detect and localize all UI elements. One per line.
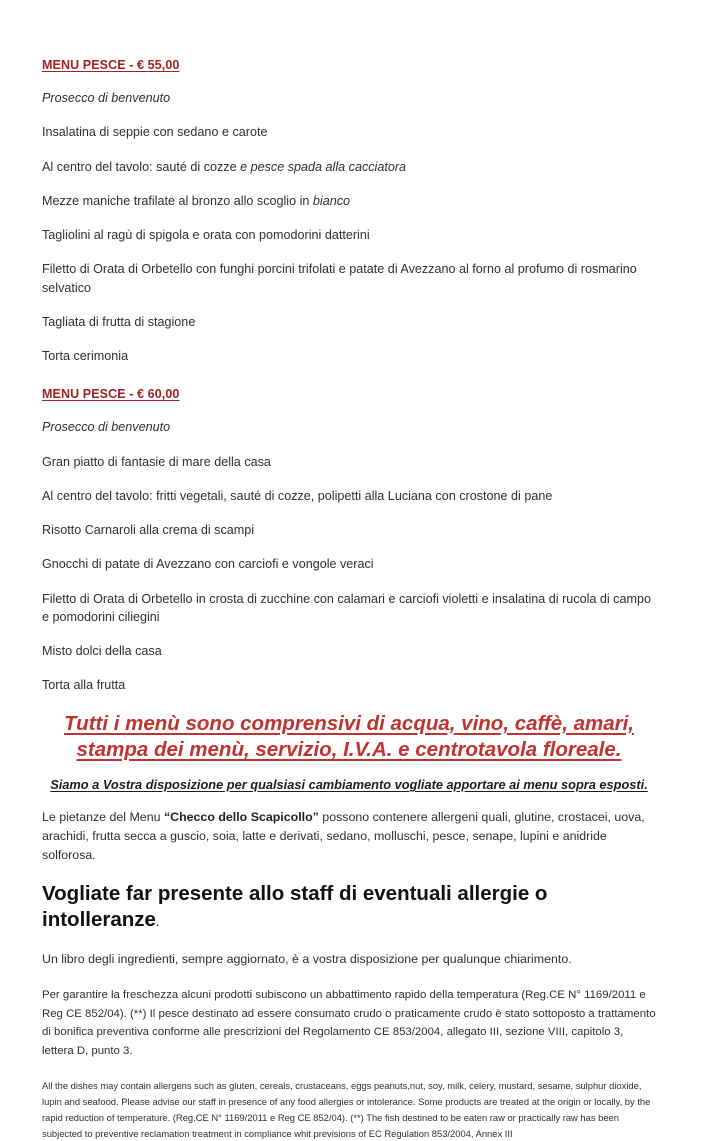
allergy-notice-period: .	[155, 914, 160, 930]
menu-2-course-2: Al centro del tavolo: fritti vegetali, sauté di cozze, polipetti alla Luciana con crostone di pane	[42, 488, 553, 503]
ingredients-book-note: Un libro degli ingredienti, sempre aggiornato, è a vostra disposizione per qualunque chiarimento.	[42, 951, 572, 966]
regulatory-note-italian: Per garantire la freschezza alcuni prodotti subiscono un abbattimento rapido della temperatura (Reg.CE N° 1169/2011 e Reg CE 852/04). (**) Il pesce destinato ad essere consumato crudo o praticamente crudo è stato sottoposto a trattamento di bonifica preventiva conforme alle prescrizioni del Regolamento CE 853/2004, allegato III, sezione VIII, capitolo 3, lettera D, punto 3.	[42, 989, 656, 1057]
menu-heading-wrap-2	[42, 385, 656, 418]
restaurant-menu-name: “Checco dello Scapicollo”	[163, 809, 319, 824]
menu-1-course-4: Tagliolini al ragù di spigola e orata con pomodorini datterini	[42, 228, 370, 242]
menu-section-1	[42, 56, 656, 365]
allergy-notice-text: Vogliate far presente allo staff di eventuali allergie o intolleranze	[42, 881, 548, 932]
inclusive-statement: Tutti i menù sono comprensivi di acqua, vino, caffè, amari, stampa dei menù, servizio, I.V.A. e centrotavola floreale.	[64, 711, 634, 761]
menu-1-course-0: Prosecco di benvenuto	[42, 91, 171, 105]
menu-2-course-7: Torta alla frutta	[42, 678, 126, 693]
menu-2-course-4: Gnocchi di patate di Avezzano con carciofi e vongole veraci	[42, 557, 374, 572]
menu-heading-wrap-1	[42, 56, 656, 89]
menu-1-course-2-lead: Al centro del tavolo: sauté di cozze	[42, 159, 241, 174]
allergy-notice-heading	[42, 881, 656, 934]
menu-1-course-3-italic: bianco	[312, 193, 351, 208]
menu-1-course-2-italic: e pesce spada alla cacciatora	[240, 159, 407, 174]
menu-1-course-1: Insalatina di seppie con sedano e carote	[42, 125, 268, 140]
menu-2-course-1: Gran piatto di fantasie di mare della casa	[42, 454, 271, 469]
menu-1-course-3	[42, 192, 656, 210]
menu-1-course-3-lead: Mezze maniche trafilate al bronzo allo scoglio in	[42, 193, 313, 208]
menu-section-2	[42, 385, 656, 694]
allergen-tail: possono contenere allergeni quali, glutine, crostacei, uova, arachidi, frutta secca a guscio, soia, latte e derivati, sedano, molluschi, pesce, senape, lupini e anidride solforosa.	[42, 809, 645, 862]
regulatory-note-english: All the dishes may contain allergens such as gluten, cereals, crustaceans, eggs peanuts,nut, soy, milk, celery, mustard, sesame, sulphur dioxide, lupin and seafood. Please advise our staff in presence of any food allergies or intolerance. Some products are treated at the origin or locally, by the rapid reduction of temperature. (Reg.CE N° 1169/2011 e Reg CE 852/04). (**) The fish destined to be eaten raw or practically raw has been subjected to preventive reclamation treatment in compliance whit previsions of EC Regulation 853/2004, Annex III	[42, 1080, 651, 1139]
allergen-lead: Le pietanze del Menu	[42, 809, 164, 824]
menu-1-course-7: Torta cerimonia	[42, 349, 129, 363]
menu-2-course-5: Filetto di Orata di Orbetello in crosta di zucchine con calamari e carciofi violetti e insalatina di rucola di campo e pomodorini ciliegini	[42, 591, 651, 624]
menu-2-course-0: Prosecco di benvenuto	[42, 420, 171, 435]
menu-heading-1: MENU PESCE - € 55,00	[42, 58, 180, 72]
menu-2-course-6: Misto dolci della casa	[42, 644, 162, 658]
allergen-paragraph	[42, 808, 656, 865]
menu-heading-2: MENU PESCE - € 60,00	[42, 387, 180, 402]
menu-1-course-5: Filetto di Orata di Orbetello con funghi porcini trifolati e patate di Avezzano al forno al profumo di rosmarino selvatico	[42, 262, 637, 295]
menu-1-course-2	[42, 158, 656, 176]
menu-2-course-3: Risotto Carnaroli alla crema di scampi	[42, 523, 255, 537]
menu-1-course-6: Tagliata di frutta di stagione	[42, 314, 196, 329]
availability-note: Siamo a Vostra disposizione per qualsiasi cambiamento vogliate apportare ai menu sopra esposti.	[50, 776, 648, 792]
